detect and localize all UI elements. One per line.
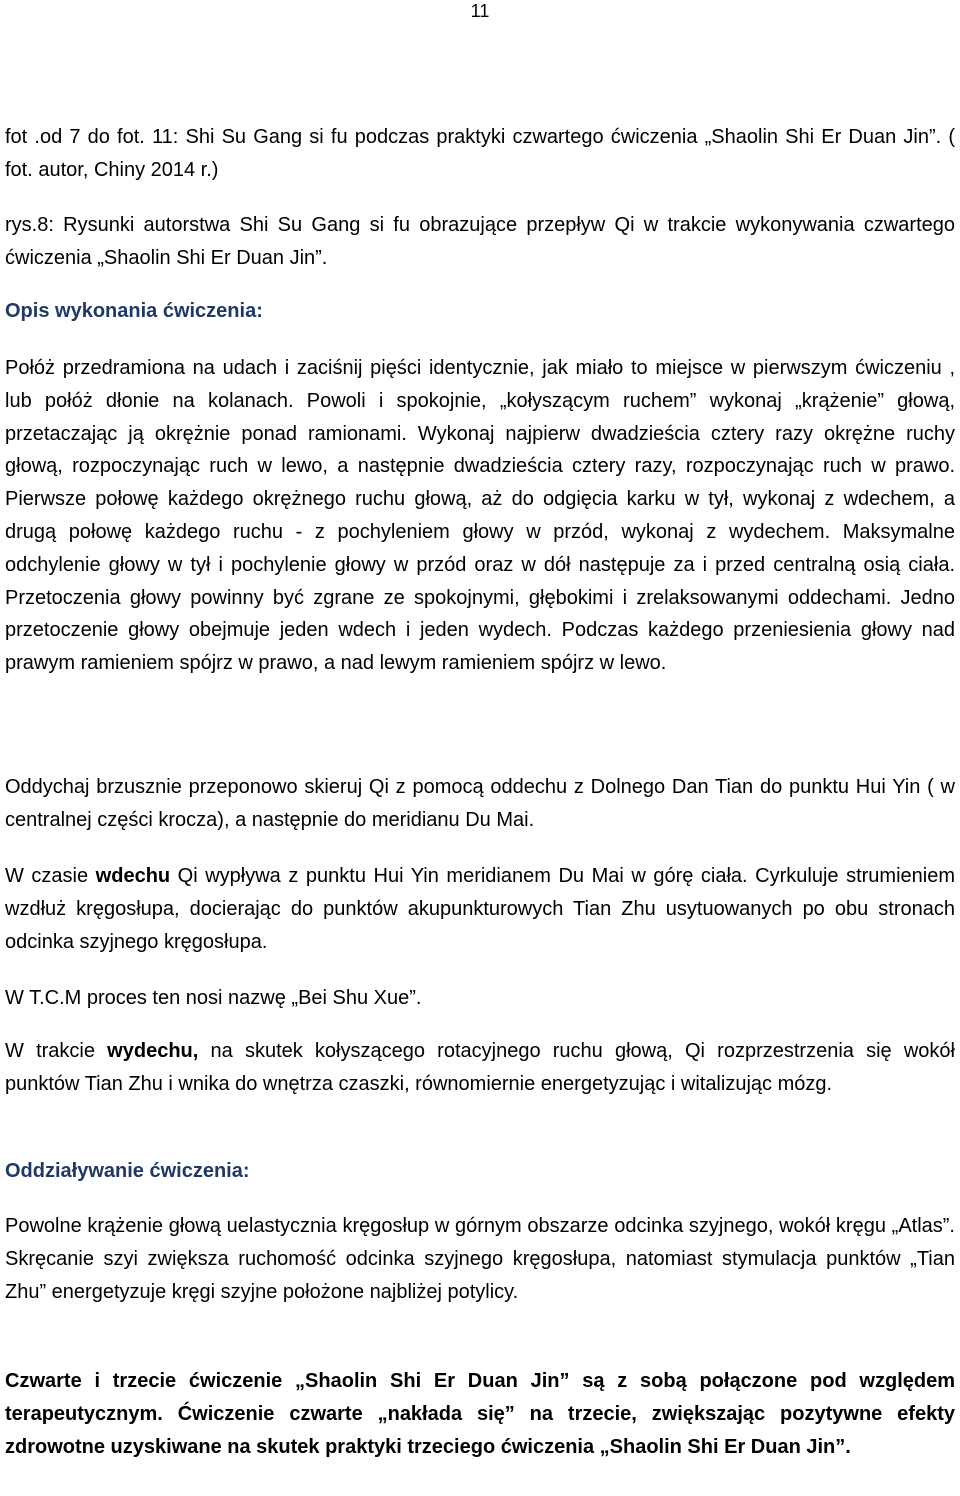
drawing-caption: rys.8: Rysunki autorstwa Shi Su Gang si fu obrazujące przepływ Qi w trakcie wykonywania czwartego ćwiczenia „Shaolin Shi Er Duan Jin”.	[5, 214, 955, 269]
page-number: 11	[470, 1, 490, 21]
exhale-bold: wydechu,	[107, 1040, 199, 1062]
exhale-paragraph	[5, 1035, 955, 1101]
closing-paragraph: Czwarte i trzecie ćwiczenie „Shaolin Shi Er Duan Jin” są z sobą połączone pod względem terapeutycznym. Ćwiczenie czwarte „nakłada się” na trzecie, zwiększając pozytywne efekty zdrowotne uzyskiwane na skutek praktyki trzeciego ćwiczenia „Shaolin Shi Er Duan Jin”.	[5, 1370, 955, 1458]
inhale-paragraph	[5, 860, 955, 958]
execution-heading: Opis wykonania ćwiczenia:	[5, 300, 263, 322]
inhale-after: Qi wypływa z punktu Hui Yin meridianem Du Mai w górę ciała. Cyrkuluje strumieniem wzdłuż kręgosłupa, docierając do punktów akupunkturowych Tian Zhu usytuowanych po obu stronach odcinka szyjnego kręgosłupa.	[5, 865, 955, 953]
effects-heading: Oddziaływanie ćwiczenia:	[5, 1160, 250, 1182]
exhale-before: W trakcie	[5, 1040, 108, 1062]
photo-caption: fot .od 7 do fot. 11: Shi Su Gang si fu podczas praktyki czwartego ćwiczenia „Shaolin Shi Er Duan Jin”. ( fot. autor, Chiny 2014 r.)	[5, 126, 955, 181]
execution-paragraph: Połóż przedramiona na udach i zaciśnij pięści identycznie, jak miało to miejsce w pierwszym ćwiczeniu , lub połóż dłonie na kolanach. Powoli i spokojnie, „kołyszącym ruchem” wykonaj „krążenie” głową, przetaczając ją okrężnie ponad ramionami. Wykonaj najpierw dwadzieścia cztery razy okrężne ruchy głową, rozpoczynając ruch w lewo, a następnie dwadzieścia cztery razy, rozpoczynając ruch w prawo. Pierwsze połowę każdego okrężnego ruchu głową, aż do odgięcia karku w tył, wykonaj z wdechem, a drugą połowę każdego ruchu - z pochyleniem głowy w przód, wykonaj z wydechem. Maksymalne odchylenie głowy w tył i pochylenie głowy w przód oraz w dół następuje za i przed centralną osią ciała. Przetoczenia głowy powinny być zgrane ze spokojnymi, głębokimi i zrelaksowanymi oddechami. Jedno przetoczenie głowy obejmuje jeden wdech i jeden wydech. Podczas każdego przeniesienia głowy nad prawym ramieniem spójrz w prawo, a nad lewym ramieniem spójrz w lewo.	[5, 357, 955, 675]
breathing-paragraph: Oddychaj brzusznie przeponowo skieruj Qi z pomocą oddechu z Dolnego Dan Tian do punktu Hui Yin ( w centralnej części krocza), a następnie do meridianu Du Mai.	[5, 776, 955, 831]
inhale-bold: wdechu	[95, 865, 171, 887]
inhale-before: W czasie	[5, 865, 96, 887]
tcm-paragraph: W T.C.M proces ten nosi nazwę „Bei Shu Xue”.	[5, 987, 422, 1009]
effects-paragraph: Powolne krążenie głową uelastycznia kręgosłup w górnym obszarze odcinka szyjnego, wokół kręgu „Atlas”. Skręcanie szyi zwiększa ruchomość odcinka szyjnego kręgosłupa, natomiast stymulacja punktów „Tian Zhu” energetyzuje kręgi szyjne położone najbliżej potylicy.	[5, 1215, 955, 1303]
exhale-after: na skutek kołyszącego rotacyjnego ruchu głową, Qi rozprzestrzenia się wokół punktów Tian Zhu i wnika do wnętrza czaszki, równomiernie energetyzując i witalizując mózg.	[5, 1040, 955, 1095]
